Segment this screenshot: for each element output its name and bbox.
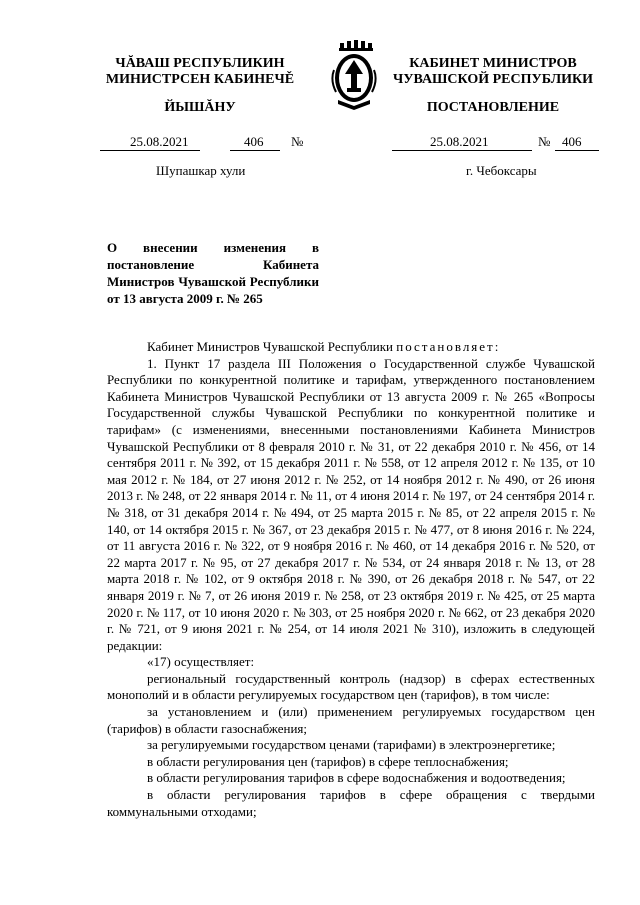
- left-date: 25.08.2021: [130, 134, 189, 149]
- left-number: 406: [244, 134, 264, 149]
- paragraph-8: в области регулирования тарифов в сфере обращения с твердыми коммунальными отходами;: [107, 787, 595, 819]
- document-subject: О внесении изменения в постановление Кабинета Министров Чувашской Республики от 13 августа 2009 г. № 265: [107, 240, 319, 306]
- document-body: [107, 339, 595, 820]
- place-left: Шупашкар хули: [156, 163, 246, 178]
- paragraph-4: за установлением и (или) применением регулируемых государством цен (тарифов) в области газоснабжения;: [107, 704, 595, 736]
- paragraph-2: «17) осуществляет:: [147, 654, 255, 670]
- paragraph-7: в области регулирования тарифов в сфере водоснабжения и водоотведения;: [147, 770, 566, 786]
- intro-verb: постановляет:: [396, 339, 501, 354]
- left-date-underline: [100, 150, 200, 151]
- paragraph-6: в области регулирования цен (тарифов) в сфере теплоснабжения;: [147, 753, 509, 769]
- header-right-line1: КАБИНЕТ МИНИСТРОВ: [409, 56, 577, 71]
- header-right-line2: ЧУВАШСКОЙ РЕСПУБЛИКИ: [392, 72, 594, 87]
- right-number: 406: [562, 134, 582, 149]
- paragraph-5: за регулируемыми государством ценами (тарифами) в электроэнергетике;: [147, 737, 556, 753]
- left-number-sign: №: [291, 134, 304, 149]
- paragraph-1: 1. Пункт 17 раздела III Положения о Государственной службе Чувашской Республики по конкурентной политике и тарифам, утвержденного постановлением Кабинета Министров Чувашской Республики от 13 августа 2009 г. № 265 «Вопросы Государственной службы Чувашской Республики по конкурентной политике и тарифам» (с изменениями, внесенными постановлениями Кабинета Министров Чувашской Республики от 8 февраля 2010 г. № 31, от 22 декабря 2010 г. № 456, от 14 сентября 2011 г. № 392, от 15 декабря 2011 г. № 558, от 12 апреля 2012 г. № 135, от 10 мая 2012 г. № 184, от 27 июня 2012 г. № 252, от 14 ноября 2012 г. № 490, от 26 июня 2013 г. № 248, от 22 января 2014 г. № 11, от 4 июня 2014 г. № 197, от 24 сентября 2014 г. № 318, от 31 декабря 2014 г. № 494, от 25 марта 2015 г. № 85, от 22 апреля 2015 г. № 140, от 14 октября 2015 г. № 367, от 23 декабря 2015 г. № 477, от 8 июня 2016 г. № 224, от 11 августа 2016 г. № 322, от 9 ноября 2016 г. № 460, от 14 декабря 2016 г. № 520, от 22 марта 2017 г. № 95, от 27 декабря 2017 г. № 534, от 24 января 2018 г. № 13, от 28 марта 2018 г. № 102, от 9 октября 2018 г. № 390, от 26 декабря 2018 г. № 547, от 22 января 2019 г. № 7, от 26 июня 2019 г. № 258, от 23 октября 2019 г. № 425, от 25 марта 2020 г. № 117, от 10 июня 2020 г. № 303, от 25 ноября 2020 г. № 662, от 23 декабря 2020 г. № 721, от 9 июня 2021 г. № 254, от 14 июля 2021 № 310), изложить в следующей редакции:: [107, 355, 595, 653]
- header-right-doc-type: ПОСТАНОВЛЕНИЕ: [426, 100, 560, 115]
- header-left-line2: МИНИСТРСЕН КАБИНЕЧĚ: [105, 72, 295, 87]
- intro-paragraph: [107, 339, 595, 356]
- right-number-sign: №: [538, 134, 551, 149]
- coat-of-arms-emblem: [330, 40, 378, 112]
- right-number-underline: [555, 150, 599, 151]
- header-left-line1: ЧĂВАШ РЕСПУБЛИКИН: [115, 56, 285, 71]
- intro-text: Кабинет Министров Чувашской Республики: [147, 339, 393, 354]
- header-left-doc-type: ЙЫШĂНУ: [164, 100, 236, 115]
- place-right: г. Чебоксары: [466, 163, 537, 178]
- left-number-underline: [230, 150, 280, 151]
- right-date-underline: [392, 150, 532, 151]
- paragraph-3: региональный государственный контроль (надзор) в сферах естественных монополий и в области регулируемых государством цен (тарифов), в том числе:: [107, 670, 595, 703]
- right-date: 25.08.2021: [430, 134, 489, 149]
